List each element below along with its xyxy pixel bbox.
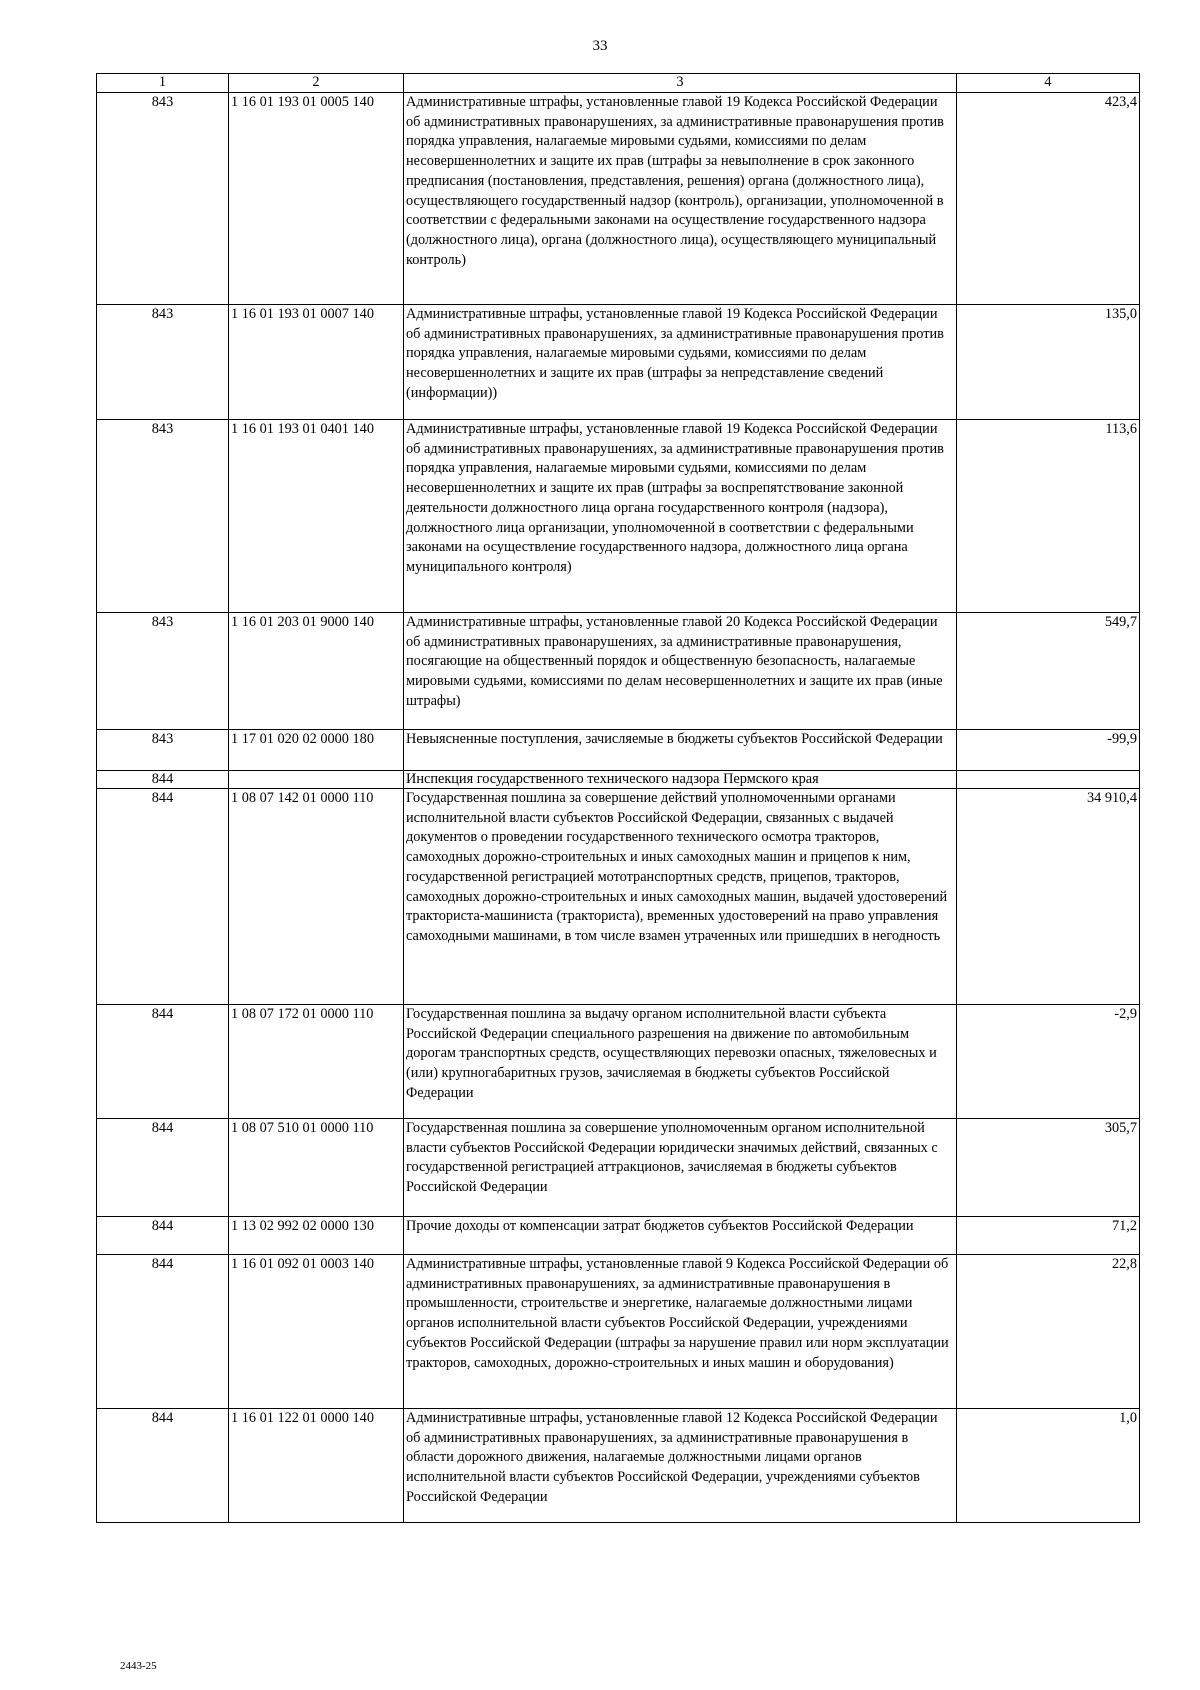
header-row bbox=[97, 74, 1140, 93]
table-row bbox=[97, 1255, 1140, 1409]
admin-code-cell: 843 bbox=[97, 305, 229, 420]
table-row bbox=[97, 305, 1140, 420]
revenue-code-cell: 1 16 01 193 01 0005 140 bbox=[229, 93, 404, 305]
table-row bbox=[97, 730, 1140, 771]
revenue-code-cell: 1 16 01 193 01 0401 140 bbox=[229, 420, 404, 613]
table-row bbox=[97, 771, 1140, 789]
amount-cell: 305,7 bbox=[957, 1119, 1140, 1217]
revenue-code-cell: 1 08 07 142 01 0000 110 bbox=[229, 789, 404, 1005]
admin-code-cell: 844 bbox=[97, 1217, 229, 1255]
admin-code-cell: 844 bbox=[97, 1255, 229, 1409]
amount-cell: -99,9 bbox=[957, 730, 1140, 771]
admin-code-cell: 844 bbox=[97, 771, 229, 789]
description-cell: Государственная пошлина за выдачу органом исполнительной власти субъекта Российской Федерации специального разрешения на движение по автомобильным дорогам транспортных средств, осуществляющих перевозки опасных, тяжеловесных и (или) крупногабаритных грузов, зачисляемая в бюджеты субъектов Российской Федерации bbox=[404, 1005, 957, 1119]
description-cell: Государственная пошлина за совершение действий уполномоченными органами исполнительной власти субъектов Российской Федерации, связанных с выдачей документов о проведении государственного технического осмотра тракторов, самоходных дорожно-строительных и иных самоходных машин и прицепов к ним, государственной регистрацией мототранспортных средств, прицепов, тракторов, самоходных дорожно-строительных и иных самоходных машин, выдачей удостоверений тракториста-машиниста (тракториста), временных удостоверений на право управления самоходными машинами, в том числе взамен утраченных или пришедших в негодность bbox=[404, 789, 957, 1005]
amount-cell: 1,0 bbox=[957, 1409, 1140, 1523]
description-cell: Административные штрафы, установленные главой 12 Кодекса Российской Федерации об административных правонарушениях, за административные правонарушения в области дорожного движения, налагаемые должностными лицами органов исполнительной власти субъектов Российской Федерации, учреждениями субъектов Российской Федерации bbox=[404, 1409, 957, 1523]
table-row bbox=[97, 1119, 1140, 1217]
description-cell: Невыясненные поступления, зачисляемые в бюджеты субъектов Российской Федерации bbox=[404, 730, 957, 771]
amount-cell: -2,9 bbox=[957, 1005, 1140, 1119]
header-col-3: 3 bbox=[404, 74, 957, 93]
table-row bbox=[97, 420, 1140, 613]
header-col-4: 4 bbox=[957, 74, 1140, 93]
admin-code-cell: 844 bbox=[97, 1119, 229, 1217]
header-col-1: 1 bbox=[97, 74, 229, 93]
amount-cell bbox=[957, 771, 1140, 789]
description-cell: Инспекция государственного технического надзора Пермского края bbox=[404, 771, 957, 789]
revenue-code-cell: 1 16 01 203 01 9000 140 bbox=[229, 613, 404, 730]
description-cell: Административные штрафы, установленные главой 19 Кодекса Российской Федерации об административных правонарушениях, за административные правонарушения против порядка управления, налагаемые мировыми судьями, комиссиями по делам несовершеннолетних и защите их прав (штрафы за невыполнение в срок законного предписания (постановления, представления, решения) органа (должностного лица), осуществляющего государственный надзор (контроль), организации, уполномоченной в соответствии с федеральными законами на осуществление государственного надзора (должностного лица), органа (должностного лица), осуществляющего муниципальный контроль) bbox=[404, 93, 957, 305]
table-row bbox=[97, 1217, 1140, 1255]
amount-cell: 34 910,4 bbox=[957, 789, 1140, 1005]
revenue-code-cell: 1 16 01 092 01 0003 140 bbox=[229, 1255, 404, 1409]
admin-code-cell: 844 bbox=[97, 1409, 229, 1523]
admin-code-cell: 843 bbox=[97, 730, 229, 771]
revenue-code-cell: 1 17 01 020 02 0000 180 bbox=[229, 730, 404, 771]
revenue-code-cell bbox=[229, 771, 404, 789]
table-row bbox=[97, 1409, 1140, 1523]
amount-cell: 113,6 bbox=[957, 420, 1140, 613]
amount-cell: 22,8 bbox=[957, 1255, 1140, 1409]
revenue-code-cell: 1 16 01 193 01 0007 140 bbox=[229, 305, 404, 420]
table-row bbox=[97, 1005, 1140, 1119]
budget-table bbox=[96, 73, 1140, 1523]
amount-cell: 549,7 bbox=[957, 613, 1140, 730]
amount-cell: 71,2 bbox=[957, 1217, 1140, 1255]
revenue-code-cell: 1 13 02 992 02 0000 130 bbox=[229, 1217, 404, 1255]
document-code: 2443-25 bbox=[120, 1660, 157, 1672]
admin-code-cell: 843 bbox=[97, 613, 229, 730]
table-row bbox=[97, 789, 1140, 1005]
amount-cell: 135,0 bbox=[957, 305, 1140, 420]
description-cell: Административные штрафы, установленные главой 19 Кодекса Российской Федерации об административных правонарушениях, за административные правонарушения против порядка управления, налагаемые мировыми судьями, комиссиями по делам несовершеннолетних и защите их прав (штрафы за непредставление сведений (информации)) bbox=[404, 305, 957, 420]
table-row bbox=[97, 93, 1140, 305]
admin-code-cell: 843 bbox=[97, 420, 229, 613]
page-number: 33 bbox=[592, 38, 608, 54]
revenue-code-cell: 1 08 07 510 01 0000 110 bbox=[229, 1119, 404, 1217]
description-cell: Прочие доходы от компенсации затрат бюджетов субъектов Российской Федерации bbox=[404, 1217, 957, 1255]
description-cell: Государственная пошлина за совершение уполномоченным органом исполнительной власти субъектов Российской Федерации юридически значимых действий, связанных с государственной регистрацией аттракционов, зачисляемая в бюджеты субъектов Российской Федерации bbox=[404, 1119, 957, 1217]
admin-code-cell: 843 bbox=[97, 93, 229, 305]
amount-cell: 423,4 bbox=[957, 93, 1140, 305]
revenue-code-cell: 1 08 07 172 01 0000 110 bbox=[229, 1005, 404, 1119]
revenue-code-cell: 1 16 01 122 01 0000 140 bbox=[229, 1409, 404, 1523]
admin-code-cell: 844 bbox=[97, 789, 229, 1005]
description-cell: Административные штрафы, установленные главой 9 Кодекса Российской Федерации об административных правонарушениях, за административные правонарушения в промышленности, строительстве и энергетике, налагаемые должностными лицами органов исполнительной власти субъектов Российской Федерации, учреждениями субъектов Российской Федерации (штрафы за нарушение правил или норм эксплуатации тракторов, самоходных, дорожно-строительных и иных машин и оборудования) bbox=[404, 1255, 957, 1409]
description-cell: Административные штрафы, установленные главой 19 Кодекса Российской Федерации об административных правонарушениях, за административные правонарушения против порядка управления, налагаемые мировыми судьями, комиссиями по делам несовершеннолетних и защите их прав (штрафы за воспрепятствование законной деятельности должностного лица органа государственного контроля (надзора), должностного лица организации, уполномоченной в соответствии с федеральными законами на осуществление государственного надзора, должностного лица органа муниципального контроля) bbox=[404, 420, 957, 613]
admin-code-cell: 844 bbox=[97, 1005, 229, 1119]
table-row bbox=[97, 613, 1140, 730]
description-cell: Административные штрафы, установленные главой 20 Кодекса Российской Федерации об административных правонарушениях, за административные правонарушения, посягающие на общественный порядок и общественную безопасность, налагаемые мировыми судьями, комиссиями по делам несовершеннолетних и защите их прав (иные штрафы) bbox=[404, 613, 957, 730]
header-col-2: 2 bbox=[229, 74, 404, 93]
